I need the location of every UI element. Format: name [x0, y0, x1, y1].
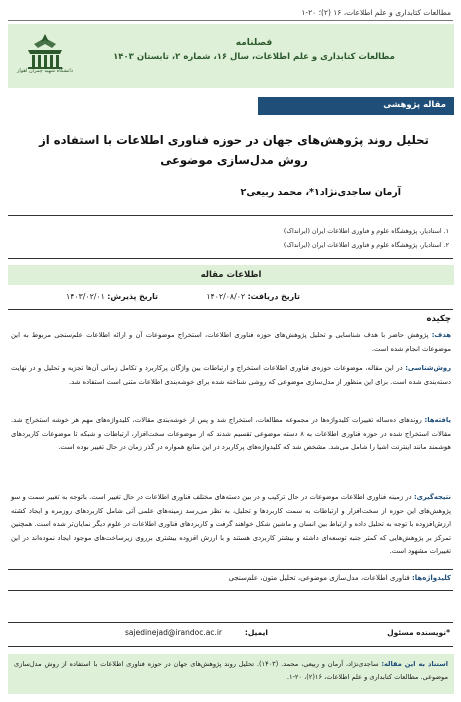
received-value: ۱۴۰۲/۰۸/۰۲ — [206, 292, 246, 301]
article-title: تحلیل روند پژوهش‌های جهان در حوزه فناوری اطلاعات با استفاده از روش مدل‌سازی موضوعی — [39, 133, 429, 167]
received-label: تاریخ دریافت: — [247, 292, 300, 301]
keywords-divider — [8, 569, 453, 570]
citation-text: ساجدی‌نژاد، آرمان و ربیعی، محمد. (۱۴۰۳). تحلیل روند پژوهش‌های جهان در حوزه فناوری اطلاعات با استفاده از روش مدل‌سازی موضوعی. مطالعات کتابداری و علم اطلاعات، ۱۶(۲)، ۲۰-۱. — [14, 660, 448, 681]
dates-divider — [8, 309, 453, 310]
author-email-link[interactable]: sajedinejad@irandoc.ac.ir — [125, 628, 222, 637]
accepted-label: تاریخ پذیرش: — [107, 292, 158, 301]
affiliations-divider — [8, 258, 453, 259]
banner-text — [84, 38, 424, 62]
conclusion-label: نتیجه‌گیری: — [413, 493, 451, 501]
abstract-findings — [11, 414, 451, 455]
abstract-conclusion — [11, 491, 451, 559]
article-info-heading: اطلاعات مقاله — [8, 265, 454, 285]
method-text: در این مقاله، موضوعات حوزه‌ی فناوری اطلاعات استخراج و ارتباطات بین واژگان پرکاربرد و تکامل زمانی آن‌ها تجزیه و تحلیل و در نهایت دسته‌بندی شده است. برای این منظور از مدل‌سازی موضوعی که روشی شناخته شده برای خوشه‌بندی اطلاعات متنی است استفاده شد. — [11, 364, 451, 386]
running-head: مطالعات کتابداری و علم اطلاعات، ۱۶ (۲)؛ ۲۰-۱ — [301, 8, 451, 17]
university-logo-icon — [16, 30, 74, 82]
affiliation-1: ۱. استادیار، پژوهشگاه علوم و فناوری اطلاعات ایران (ایرانداک) — [283, 228, 449, 235]
correspondence — [8, 626, 454, 642]
accepted-date — [66, 292, 158, 301]
abstract-method — [11, 362, 451, 389]
logo-caption: دانشگاه شهید چمران اهواز — [17, 68, 73, 74]
header-divider — [8, 20, 453, 21]
keywords-label: کلیدواژه‌ها: — [411, 574, 451, 582]
correspondence-divider — [8, 622, 453, 623]
article-dates — [8, 292, 454, 308]
citation-label: استناد به این مقاله: — [381, 660, 448, 668]
method-label: روش‌شناسی: — [405, 364, 451, 372]
goal-label: هدف: — [431, 331, 451, 339]
goal-text: پژوهش حاضر با هدف شناسایی و تحلیل پژوهش‌های حوزه فناوری اطلاعات، استخراج موضوعات آن و ارائه اطلاعات علم‌سنجی مربوط به این موضوعات انجام شده است. — [11, 331, 451, 353]
accepted-value: ۱۴۰۳/۰۲/۰۱ — [66, 292, 105, 301]
abstract-heading: چکیده — [426, 314, 451, 324]
findings-text: روندهای ده‌ساله تغییرات کلیدواژه‌ها در مجموعه مطالعات، استخراج شد و پس از خوشه‌بندی مقالات، کلیدواژه‌های مهم هر خوشه استخراج شد. مقالات استخراج شده در حوزه فناوری اطلاعات به ۸ دسته موضوعی تقسیم شدند که از موضوعات سخت‌افزار، ارتباطات و شبکه تا موضوعات کاربردهای هوشمند مانند اینترنت اشیا را شامل می‌شد. مشخص شد که کلیدواژه‌های پرکاربرد در این منابع همواره در گذر زمان در حال تغییر بوده است. — [11, 416, 451, 451]
keywords — [11, 574, 451, 582]
authors-divider — [8, 215, 453, 216]
findings-label: یافته‌ها: — [424, 416, 451, 424]
affiliation-2: ۲. استادیار، پژوهشگاه علوم و فناوری اطلاعات ایران (ایرانداک) — [283, 242, 449, 249]
email-label: ایمیل: — [244, 628, 268, 637]
received-date — [206, 292, 300, 301]
abstract-goal — [11, 329, 451, 356]
article-type — [8, 97, 454, 115]
journal-quarterly: فصلنامه — [235, 38, 273, 48]
citation-divider — [8, 646, 453, 647]
author-list: آرمان ساجدی‌نژاد۱*، محمد ربیعی۲ — [240, 187, 401, 198]
keywords-bottom-divider — [8, 590, 453, 591]
corresponding-author-label: *نویسنده مسئول — [387, 628, 450, 637]
citation-box — [8, 654, 454, 694]
journal-banner — [8, 24, 454, 88]
conclusion-text: در زمینه فناوری اطلاعات موضوعات در حال ترکیب و در بین دسته‌های مختلف فناوری اطلاعات در حال تغییر است. باتوجه به تغییر سمت و سو پژوهش‌های این حوزه از سخت‌افزار و ارتباطات به سمت کاربردها و تحلیل، به نظر می‌رسد زمینه‌های علمی آتی شامل کاربردهای روزمره و ایجاد کشته ارزش‌افزوده با توجه به تحلیل داده و ارتباط بین انسان و ماشین شکل خواهند گرفت و کاربردهای فناوری اطلاعات در علوم دیگر نمایان‌تر شده است. همچنین تمرکز بر پژوهش‌هایی که کمتر جنبه توسعه‌ای داشته و بیشتر کاربردی هستند و با ارزش افزوده بیشتری برروی زیرساخت‌های موجود ایجاد نموده‌اند در این تغییرات مشهود است. — [11, 493, 451, 555]
journal-title: مطالعات کتابداری و علم اطلاعات، سال ۱۶، شماره ۲، تابستان ۱۴۰۳ — [113, 52, 395, 62]
keywords-text: فناوری اطلاعات، مدل‌سازی موضوعی، تحلیل متون، علم‌سنجی — [228, 574, 410, 582]
article-type-label: مقاله پژوهشی — [383, 100, 446, 110]
